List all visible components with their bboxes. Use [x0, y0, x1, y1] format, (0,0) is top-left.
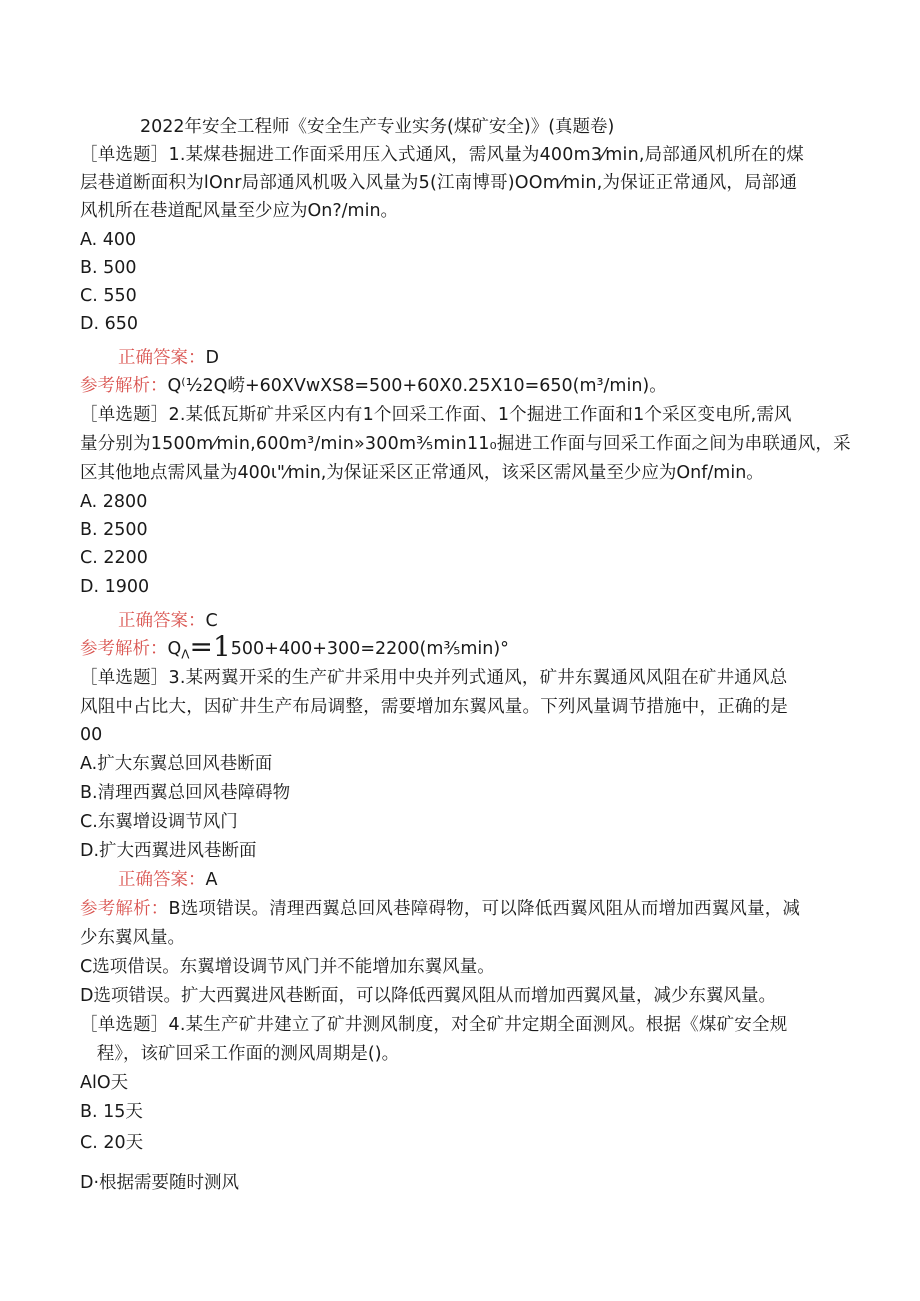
- q3-analysis-line-2: 少东翼风量。: [80, 928, 185, 948]
- q2-answer-label: 正确答案：: [118, 611, 206, 631]
- q1-answer-value: D: [205, 348, 219, 368]
- q4-option-c: C. 20天: [80, 1133, 144, 1153]
- q2-stem-line-1: ［单选题］2.某低瓦斯矿井采区内有1个回采工作面、1个掘进工作面和1个采区变电所,需风: [80, 405, 792, 425]
- q1-answer-label: 正确答案：: [118, 348, 206, 368]
- q3-analysis-label: 参考解析：: [80, 899, 169, 919]
- q3-option-b: B.清理西翼总回风巷障碍物: [80, 783, 291, 803]
- q3-option-a: A.扩大东翼总回风巷断面: [80, 754, 273, 774]
- q2-option-c: C. 2200: [80, 548, 148, 568]
- q3-stem-line-1: ［单选题］3.某两翼开采的生产矿井采用中央并列式通风，矿井东翼通风风阻在矿井通风总: [80, 668, 788, 688]
- q3-analysis: [80, 896, 800, 922]
- q2-analysis-eq: =1: [189, 630, 231, 663]
- q3-analysis-line-4: D选项错误。扩大西翼进风巷断面，可以降低西翼风阻从而增加西翼风量，减少东翼风量。: [80, 986, 776, 1006]
- document-title: 2022年安全工程师《安全生产专业实务(煤矿安全)》(真题卷): [140, 117, 615, 137]
- q3-answer-value: A: [205, 870, 218, 890]
- q4-stem-line-1: ［单选题］4.某生产矿井建立了矿井测风制度，对全矿井定期全面测风。根据《煤矿安全规: [80, 1015, 788, 1035]
- q2-option-a: A. 2800: [80, 492, 148, 512]
- q1-option-c: C. 550: [80, 286, 137, 306]
- q2-stem-line-2: 量分别为1500m⁄min,600m³/min»300m⅗min11₀掘进工作面与回采工作面之间为串联通风，采: [80, 434, 851, 454]
- q2-analysis-label: 参考解析：: [80, 639, 168, 659]
- q3-analysis-line-3: C选项借误。东翼增设调节风门并不能增加东翼风量。: [80, 957, 495, 977]
- q4-option-a: AlO天: [80, 1073, 129, 1093]
- q3-option-d: D.扩大西翼进风巷断面: [80, 841, 257, 861]
- q1-analysis-text: Q⁽½2Q崂+60XVwXS8=500+60X0.25X10=650(m³/min)。: [167, 376, 667, 396]
- q2-option-d: D. 1900: [80, 577, 150, 597]
- q1-stem-line-1: ［单选题］1.某煤巷掘进工作面采用压入式通风，需风量为400m3⁄min,局部通风机所在的煤: [80, 145, 804, 165]
- q4-option-b: B. 15天: [80, 1102, 143, 1122]
- q2-analysis-sub: Λ: [181, 647, 190, 662]
- q3-analysis-line-1: B选项错误。清理西翼总回风巷障碍物，可以降低西翼风阻从而增加西翼风量，减: [168, 899, 801, 919]
- q3-answer: [118, 867, 217, 893]
- q1-stem-line-2: 层巷道断面积为lOnr局部通风机吸入风量为5(江南博哥)OOm⁄min,为保证正常通风，局部通: [80, 173, 798, 193]
- q1-option-a: A. 400: [80, 230, 137, 250]
- q3-stem-line-2: 风阻中占比大，因矿井生产布局调整，需要增加东翼风量。下列风量调节措施中，正确的是: [80, 697, 788, 717]
- q2-stem-line-3: 区其他地点需风量为400ι"⁄min,为保证采区正常通风，该采区需风量至少应为Onf/min。: [80, 463, 764, 483]
- q2-answer-value: C: [205, 611, 218, 631]
- q4-option-d: D·根据需要随时测风: [80, 1173, 240, 1193]
- q1-option-b: B. 500: [80, 258, 137, 278]
- q3-answer-label: 正确答案：: [118, 870, 206, 890]
- q1-answer: [118, 345, 219, 371]
- q2-analysis-rest: 500+400+300=2200(m⅗min)°: [230, 639, 509, 659]
- q2-analysis: [80, 630, 509, 668]
- q4-stem-line-2: 程》，该矿回采工作面的测风周期是()。: [80, 1044, 400, 1064]
- q3-stem-line-3: 00: [80, 725, 103, 745]
- q1-analysis-label: 参考解析：: [80, 376, 168, 396]
- q1-analysis: [80, 373, 667, 399]
- q3-option-c: C.东翼增设调节风门: [80, 812, 238, 832]
- q1-option-d: D. 650: [80, 314, 139, 334]
- q2-analysis-q: Q: [167, 639, 182, 659]
- q1-stem-line-3: 风机所在巷道配风量至少应为On?/min。: [80, 201, 399, 221]
- q2-option-b: B. 2500: [80, 520, 148, 540]
